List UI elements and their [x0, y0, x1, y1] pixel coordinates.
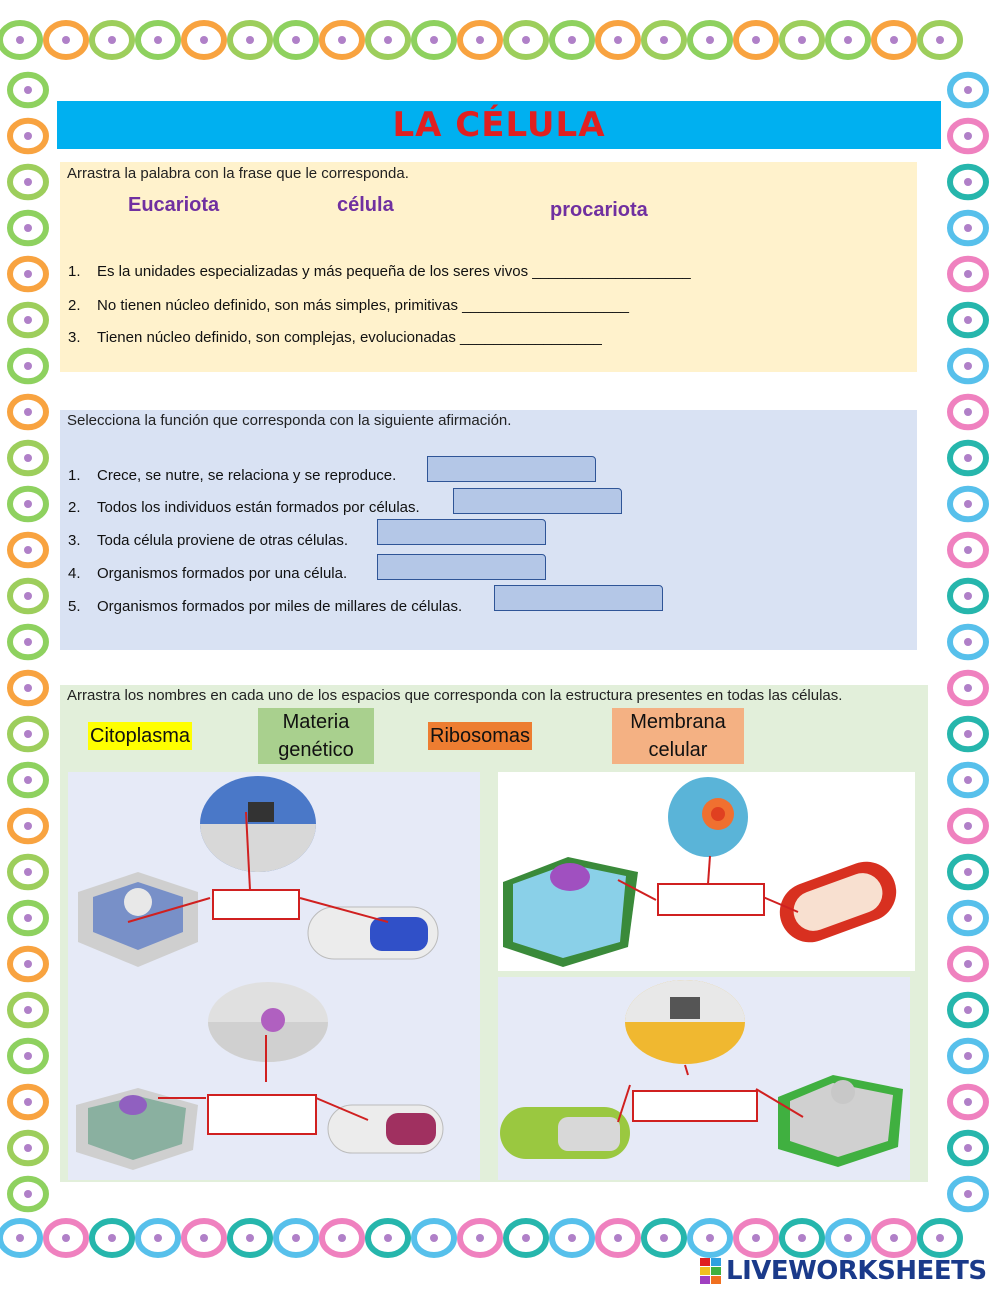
section2-instruction: Selecciona la función que corresponda con la siguiente afirmación.	[67, 412, 512, 429]
logo-mark-icon	[700, 1258, 722, 1284]
draggable-word-procariota[interactable]: procariota	[550, 199, 648, 221]
cell-image-4	[498, 977, 910, 1180]
cell-image-1	[68, 772, 480, 980]
answer-select-4[interactable]	[377, 554, 546, 580]
draggable-word-celula[interactable]: célula	[337, 194, 394, 216]
draggable-chip-ribosomas[interactable]: Ribosomas	[428, 722, 532, 750]
answer-select-2[interactable]	[453, 488, 622, 514]
liveworksheets-logo	[700, 1256, 987, 1286]
answer-select-1[interactable]	[427, 456, 596, 482]
answer-select-3[interactable]	[377, 519, 546, 545]
structure-drop-box-1[interactable]	[212, 889, 300, 920]
draggable-chip-materia-genetico[interactable]: Materia genético	[258, 708, 374, 764]
page-title: LA CÉLULA	[392, 105, 606, 145]
structure-drop-box-2[interactable]	[657, 883, 765, 916]
structure-drop-box-4[interactable]	[632, 1090, 758, 1122]
title-bar	[57, 101, 941, 149]
section3-instruction: Arrastra los nombres en cada uno de los espacios que corresponda con la estructura presentes en todas las células.	[67, 687, 843, 704]
section-words-panel: Arrastra la palabra con la frase que le corresponda. Eucariota célula procariota 1. Es la unidades especializadas y más pequeña de los seres vivos ___________________ 2. No tienen núcleo definido, son más simples, primitivas ____________________ 3. Tienen núcleo definido, son complejas, evolucionadas _________________	[60, 162, 917, 372]
section-structures-panel	[60, 685, 928, 1182]
section1-instruction: Arrastra la palabra con la frase que le corresponda.	[67, 165, 409, 182]
cell-image-3	[68, 980, 480, 1180]
section-select-panel: Selecciona la función que corresponda con la siguiente afirmación. 1. Crece, se nutre, se relaciona y se reproduce. 2. Todos los individuos están formados por células. 3. Toda célula proviene de otras células. 4. Organismos formados por una célula. 5. Organismos formados por miles de millares de células.	[60, 410, 917, 650]
logo-text: LIVEWORKSHEETS	[726, 1256, 987, 1286]
structure-drop-box-3[interactable]	[207, 1094, 317, 1135]
cell-image-2	[498, 772, 915, 971]
draggable-chip-citoplasma[interactable]: Citoplasma	[88, 722, 192, 750]
draggable-chip-membrana-celular[interactable]: Membrana celular	[612, 708, 744, 764]
answer-select-5[interactable]	[494, 585, 663, 611]
draggable-word-eucariota[interactable]: Eucariota	[128, 194, 220, 216]
